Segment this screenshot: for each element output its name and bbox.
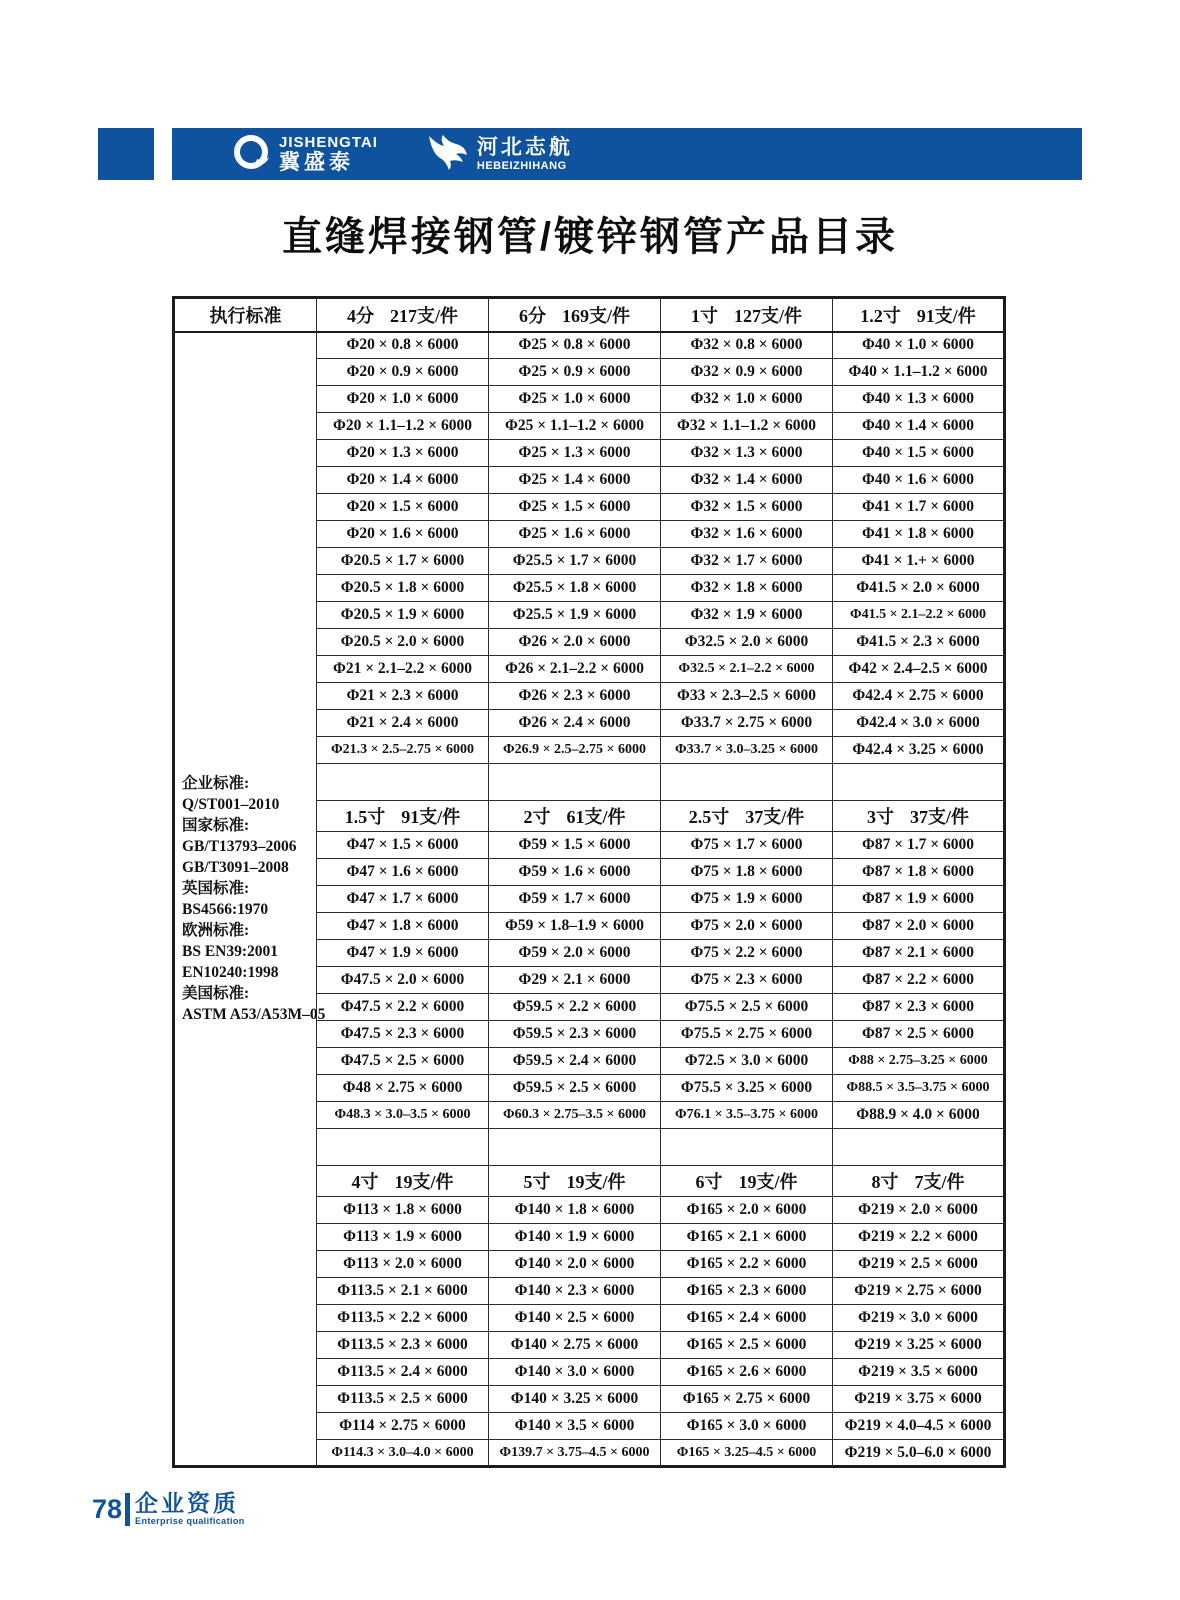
spec-cell: Φ40 × 1.4 × 6000 [833,413,1005,440]
column-size-label: 5寸 [523,1172,551,1192]
column-size-label: 1.5寸 [344,807,386,827]
spec-cell: Φ48 × 2.75 × 6000 [317,1075,489,1102]
column-size-label: 8寸 [871,1172,899,1192]
spec-cell: Φ76.1 × 3.5–3.75 × 6000 [661,1102,833,1129]
jishengtai-logo-group [230,131,378,178]
column-header [489,298,661,332]
spec-cell: Φ72.5 × 3.0 × 6000 [661,1048,833,1075]
spec-cell: Φ41 × 1.+ × 6000 [833,548,1005,575]
spec-cell: Φ140 × 1.8 × 6000 [489,1197,661,1224]
spec-cell: Φ47.5 × 2.2 × 6000 [317,994,489,1021]
column-header [317,1166,489,1197]
column-size-label: 1寸 [690,305,718,326]
spec-cell: Φ113 × 2.0 × 6000 [317,1251,489,1278]
spec-cell: Φ219 × 2.75 × 6000 [833,1278,1005,1305]
hebeizhihang-logo-group [424,131,573,178]
spec-cell: Φ32 × 1.8 × 6000 [661,575,833,602]
standard-line: GB/T3091–2008 [182,858,289,876]
bird-icon [424,131,470,178]
spec-cell: Φ59 × 1.5 × 6000 [489,832,661,859]
spec-cell: Φ59.5 × 2.2 × 6000 [489,994,661,1021]
spec-cell: Φ75.5 × 2.5 × 6000 [661,994,833,1021]
spec-cell: Φ87 × 2.5 × 6000 [833,1021,1005,1048]
column-size-label: 6分 [518,305,546,326]
spec-cell: Φ75 × 2.3 × 6000 [661,967,833,994]
column-count-label: 19支/件 [738,1172,798,1192]
spec-cell: Φ20 × 1.6 × 6000 [317,521,489,548]
jishengtai-cn-label: 冀盛泰 [279,151,354,174]
spec-cell: Φ42.4 × 2.75 × 6000 [833,683,1005,710]
column-size-label: 2.5寸 [688,807,730,827]
column-size-label: 6寸 [695,1172,723,1192]
spec-cell: Φ21 × 2.3 × 6000 [317,683,489,710]
column-header [833,298,1005,332]
spec-cell: Φ32 × 1.9 × 6000 [661,602,833,629]
spec-cell: Φ75.5 × 2.75 × 6000 [661,1021,833,1048]
spec-cell: Φ165 × 2.0 × 6000 [661,1197,833,1224]
spec-cell: Φ21.3 × 2.5–2.75 × 6000 [317,737,489,764]
spec-cell: Φ41.5 × 2.1–2.2 × 6000 [833,602,1005,629]
standard-line: 欧洲标准: [182,921,250,939]
spec-cell: Φ140 × 1.9 × 6000 [489,1224,661,1251]
spec-cell: Φ219 × 3.5 × 6000 [833,1359,1005,1386]
column-count-label: 19支/件 [394,1172,454,1192]
spec-cell: Φ165 × 2.5 × 6000 [661,1332,833,1359]
spec-cell: Φ26 × 2.4 × 6000 [489,710,661,737]
spec-cell: Φ140 × 3.5 × 6000 [489,1413,661,1440]
spec-cell: Φ113.5 × 2.5 × 6000 [317,1386,489,1413]
spec-cell: Φ32 × 0.9 × 6000 [661,359,833,386]
spec-cell: Φ219 × 4.0–4.5 × 6000 [833,1413,1005,1440]
spec-cell: Φ25.5 × 1.8 × 6000 [489,575,661,602]
spec-cell: Φ59 × 1.8–1.9 × 6000 [489,913,661,940]
spec-cell: Φ47 × 1.7 × 6000 [317,886,489,913]
spec-cell: Φ33 × 2.3–2.5 × 6000 [661,683,833,710]
spec-cell: Φ20.5 × 1.7 × 6000 [317,548,489,575]
spec-cell: Φ165 × 3.0 × 6000 [661,1413,833,1440]
standard-line: Q/ST001–2010 [182,795,280,813]
column-header [489,801,661,832]
spec-cell: Φ165 × 2.75 × 6000 [661,1386,833,1413]
spec-cell: Φ219 × 3.0 × 6000 [833,1305,1005,1332]
spec-cell: Φ165 × 2.2 × 6000 [661,1251,833,1278]
column-size-label: 4分 [346,305,374,326]
footer-section-label: 企业资质 [135,1490,240,1516]
spec-cell: Φ26 × 2.1–2.2 × 6000 [489,656,661,683]
spec-cell: Φ25 × 1.0 × 6000 [489,386,661,413]
standard-line: BS4566:1970 [182,900,269,918]
spec-cell: Φ113 × 1.8 × 6000 [317,1197,489,1224]
empty-cell [833,1129,1005,1166]
spec-cell: Φ25 × 1.4 × 6000 [489,467,661,494]
spec-cell: Φ75.5 × 3.25 × 6000 [661,1075,833,1102]
column-size-label: 4寸 [351,1172,379,1192]
spec-cell: Φ59 × 1.6 × 6000 [489,859,661,886]
standard-line: 英国标准: [182,879,250,897]
spec-cell: Φ20 × 1.1–1.2 × 6000 [317,413,489,440]
column-header [317,801,489,832]
spec-table-container [172,296,1006,1468]
spec-cell: Φ41.5 × 2.3 × 6000 [833,629,1005,656]
table-header-row [174,298,1005,332]
column-header [833,801,1005,832]
column-count-label: 91支/件 [401,807,461,827]
spec-cell: Φ32.5 × 2.1–2.2 × 6000 [661,656,833,683]
spec-cell: Φ20 × 1.5 × 6000 [317,494,489,521]
empty-cell [661,764,833,801]
footer-page-number: 78 [92,1494,123,1524]
column-count-label: 37支/件 [909,807,969,827]
spec-cell: Φ21 × 2.1–2.2 × 6000 [317,656,489,683]
column-count-label: 37支/件 [745,807,805,827]
spec-cell: Φ32 × 1.4 × 6000 [661,467,833,494]
spec-cell: Φ47 × 1.9 × 6000 [317,940,489,967]
spec-cell: Φ75 × 1.9 × 6000 [661,886,833,913]
spec-cell: Φ75 × 1.8 × 6000 [661,859,833,886]
spec-cell: Φ139.7 × 3.75–4.5 × 6000 [489,1440,661,1467]
brand-header-bar [172,128,1082,180]
jishengtai-ring-icon [230,131,272,178]
spec-cell: Φ219 × 3.25 × 6000 [833,1332,1005,1359]
spec-row [174,332,1005,359]
spec-cell: Φ20.5 × 2.0 × 6000 [317,629,489,656]
spec-table [172,296,1006,1468]
spec-cell: Φ25.5 × 1.9 × 6000 [489,602,661,629]
spec-cell: Φ87 × 2.1 × 6000 [833,940,1005,967]
column-header [661,1166,833,1197]
column-count-label: 169支/件 [561,305,630,326]
empty-cell [489,1129,661,1166]
spec-cell: Φ47.5 × 2.3 × 6000 [317,1021,489,1048]
jishengtai-en-label: JISHENGTAI [279,134,378,151]
spec-cell: Φ25 × 1.1–1.2 × 6000 [489,413,661,440]
spec-cell: Φ87 × 1.7 × 6000 [833,832,1005,859]
spec-cell: Φ140 × 3.25 × 6000 [489,1386,661,1413]
spec-cell: Φ26 × 2.0 × 6000 [489,629,661,656]
spec-cell: Φ165 × 2.6 × 6000 [661,1359,833,1386]
spec-cell: Φ25 × 1.3 × 6000 [489,440,661,467]
spec-cell: Φ20 × 1.0 × 6000 [317,386,489,413]
column-header [489,1166,661,1197]
standard-line: BS EN39:2001 [182,942,279,960]
spec-cell: Φ47 × 1.8 × 6000 [317,913,489,940]
spec-cell: Φ140 × 2.5 × 6000 [489,1305,661,1332]
column-count-label: 91支/件 [916,305,976,326]
spec-cell: Φ113.5 × 2.4 × 6000 [317,1359,489,1386]
spec-cell: Φ87 × 2.3 × 6000 [833,994,1005,1021]
spec-cell: Φ32 × 1.3 × 6000 [661,440,833,467]
spec-cell: Φ165 × 2.4 × 6000 [661,1305,833,1332]
column-count-label: 61支/件 [566,807,626,827]
spec-cell: Φ219 × 2.2 × 6000 [833,1224,1005,1251]
standard-line: 美国标准: [182,984,250,1002]
empty-cell [833,764,1005,801]
spec-cell: Φ87 × 2.2 × 6000 [833,967,1005,994]
spec-cell: Φ40 × 1.3 × 6000 [833,386,1005,413]
empty-cell [317,1129,489,1166]
standard-line: EN10240:1998 [182,963,279,981]
column-header [661,298,833,332]
spec-cell: Φ20 × 1.4 × 6000 [317,467,489,494]
spec-cell: Φ25.5 × 1.7 × 6000 [489,548,661,575]
spec-cell: Φ25 × 1.6 × 6000 [489,521,661,548]
spec-cell: Φ59.5 × 2.3 × 6000 [489,1021,661,1048]
spec-cell: Φ165 × 2.1 × 6000 [661,1224,833,1251]
spec-cell: Φ26.9 × 2.5–2.75 × 6000 [489,737,661,764]
spec-cell: Φ47 × 1.5 × 6000 [317,832,489,859]
column-count-label: 19支/件 [566,1172,626,1192]
spec-cell: Φ165 × 2.3 × 6000 [661,1278,833,1305]
spec-cell: Φ32 × 1.0 × 6000 [661,386,833,413]
spec-cell: Φ47.5 × 2.0 × 6000 [317,967,489,994]
column-count-label: 127支/件 [733,305,802,326]
spec-cell: Φ20 × 0.8 × 6000 [317,332,489,359]
jishengtai-wordmark [279,135,378,173]
column-size-label: 2寸 [523,807,551,827]
spec-cell: Φ41 × 1.7 × 6000 [833,494,1005,521]
brand-accent-block [98,128,154,180]
spec-cell: Φ75 × 2.0 × 6000 [661,913,833,940]
page-title: 直缝焊接钢管/镀锌钢管产品目录 [281,215,899,259]
hebeizhihang-wordmark [477,137,573,172]
standard-line: GB/T13793–2006 [182,837,297,855]
spec-cell: Φ32 × 1.5 × 6000 [661,494,833,521]
spec-cell: Φ47 × 1.6 × 6000 [317,859,489,886]
spec-cell: Φ32 × 0.8 × 6000 [661,332,833,359]
footer-labels [135,1492,245,1526]
spec-cell: Φ114.3 × 3.0–4.0 × 6000 [317,1440,489,1467]
column-size-label: 1.2寸 [860,305,901,326]
spec-cell: Φ140 × 3.0 × 6000 [489,1359,661,1386]
spec-cell: Φ48.3 × 3.0–3.5 × 6000 [317,1102,489,1129]
empty-cell [317,764,489,801]
spec-cell: Φ114 × 2.75 × 6000 [317,1413,489,1440]
spec-cell: Φ40 × 1.1–1.2 × 6000 [833,359,1005,386]
spec-cell: Φ32 × 1.1–1.2 × 6000 [661,413,833,440]
spec-cell: Φ75 × 1.7 × 6000 [661,832,833,859]
spec-cell: Φ219 × 3.75 × 6000 [833,1386,1005,1413]
spec-cell: Φ219 × 2.5 × 6000 [833,1251,1005,1278]
spec-cell: Φ33.7 × 2.75 × 6000 [661,710,833,737]
spec-cell: Φ42.4 × 3.0 × 6000 [833,710,1005,737]
page-footer [92,1492,245,1526]
column-size-label: 3寸 [866,807,894,827]
spec-cell: Φ41 × 1.8 × 6000 [833,521,1005,548]
spec-cell: Φ60.3 × 2.75–3.5 × 6000 [489,1102,661,1129]
spec-cell: Φ32.5 × 2.0 × 6000 [661,629,833,656]
spec-cell: Φ20.5 × 1.8 × 6000 [317,575,489,602]
spec-table-body [174,332,1005,1467]
spec-cell: Φ87 × 2.0 × 6000 [833,913,1005,940]
spec-cell: Φ140 × 2.3 × 6000 [489,1278,661,1305]
spec-cell: Φ59.5 × 2.5 × 6000 [489,1075,661,1102]
spec-cell: Φ140 × 2.75 × 6000 [489,1332,661,1359]
spec-cell: Φ21 × 2.4 × 6000 [317,710,489,737]
spec-cell: Φ20 × 1.3 × 6000 [317,440,489,467]
spec-cell: Φ113.5 × 2.1 × 6000 [317,1278,489,1305]
column-count-label: 7支/件 [914,1172,965,1192]
footer-section-label-en: Enterprise qualification [135,1516,245,1526]
column-header [833,1166,1005,1197]
standard-line: 企业标准: [182,774,250,792]
spec-cell: Φ140 × 2.0 × 6000 [489,1251,661,1278]
spec-cell: Φ75 × 2.2 × 6000 [661,940,833,967]
hebeizhihang-cn-label: 河北志航 [476,135,573,159]
spec-cell: Φ25 × 0.9 × 6000 [489,359,661,386]
spec-cell: Φ29 × 2.1 × 6000 [489,967,661,994]
spec-cell: Φ219 × 2.0 × 6000 [833,1197,1005,1224]
standard-line: ASTM A53/A53M–05 [182,1005,326,1023]
column-header [317,298,489,332]
footer-divider-bar [125,1493,130,1526]
column-count-label: 217支/件 [389,305,458,326]
column-header [661,801,833,832]
spec-cell: Φ42.4 × 3.25 × 6000 [833,737,1005,764]
empty-cell [661,1129,833,1166]
spec-cell: Φ25 × 0.8 × 6000 [489,332,661,359]
hebeizhihang-en-label: HEBEIZHIHANG [476,159,567,172]
standard-line: 国家标准: [182,816,250,834]
spec-cell: Φ113.5 × 2.3 × 6000 [317,1332,489,1359]
standards-cell [174,332,326,1467]
spec-cell: Φ41.5 × 2.0 × 6000 [833,575,1005,602]
spec-cell: Φ88.5 × 3.5–3.75 × 6000 [833,1075,1005,1102]
spec-cell: Φ25 × 1.5 × 6000 [489,494,661,521]
spec-cell: Φ59.5 × 2.4 × 6000 [489,1048,661,1075]
spec-cell: Φ88 × 2.75–3.25 × 6000 [833,1048,1005,1075]
spec-cell: Φ113.5 × 2.2 × 6000 [317,1305,489,1332]
spec-cell: Φ87 × 1.8 × 6000 [833,859,1005,886]
spec-cell: Φ42 × 2.4–2.5 × 6000 [833,656,1005,683]
spec-cell: Φ59 × 2.0 × 6000 [489,940,661,967]
spec-cell: Φ33.7 × 3.0–3.25 × 6000 [661,737,833,764]
spec-cell: Φ32 × 1.6 × 6000 [661,521,833,548]
spec-cell: Φ88.9 × 4.0 × 6000 [833,1102,1005,1129]
spec-cell: Φ40 × 1.5 × 6000 [833,440,1005,467]
spec-cell: Φ113 × 1.9 × 6000 [317,1224,489,1251]
spec-cell: Φ87 × 1.9 × 6000 [833,886,1005,913]
spec-cell: Φ59 × 1.7 × 6000 [489,886,661,913]
spec-cell: Φ20 × 0.9 × 6000 [317,359,489,386]
spec-cell: Φ26 × 2.3 × 6000 [489,683,661,710]
spec-cell: Φ40 × 1.0 × 6000 [833,332,1005,359]
empty-cell [489,764,661,801]
spec-cell: Φ32 × 1.7 × 6000 [661,548,833,575]
corner-header: 执行标准 [174,298,317,332]
spec-cell: Φ47.5 × 2.5 × 6000 [317,1048,489,1075]
spec-cell: Φ40 × 1.6 × 6000 [833,467,1005,494]
spec-cell: Φ165 × 3.25–4.5 × 6000 [661,1440,833,1467]
spec-cell: Φ20.5 × 1.9 × 6000 [317,602,489,629]
spec-cell: Φ219 × 5.0–6.0 × 6000 [833,1440,1005,1467]
